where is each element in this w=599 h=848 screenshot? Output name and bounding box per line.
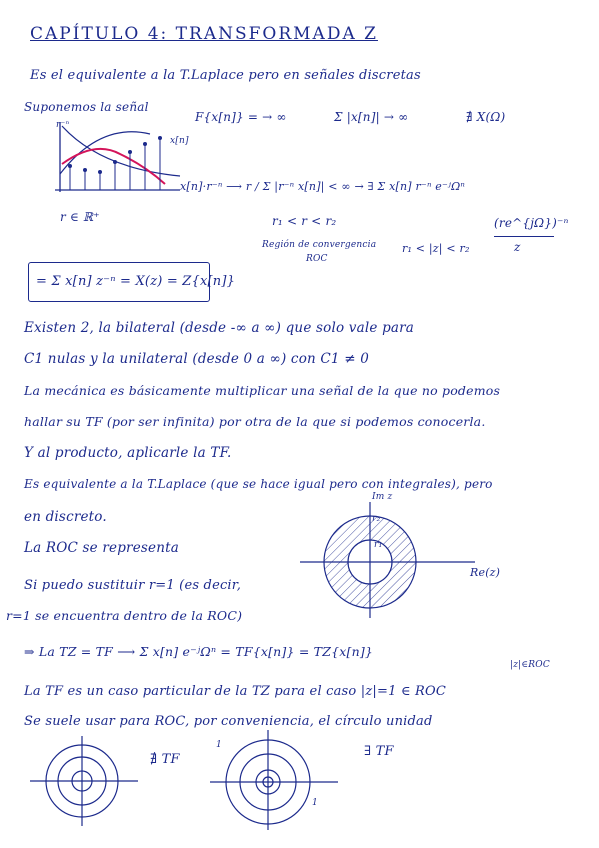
r2-label: r₂ xyxy=(372,514,381,524)
sum-diverges: Σ |x[n]| → ∞ xyxy=(334,110,409,124)
tf-exists-label: ∃ TF xyxy=(364,744,394,759)
text-line: Es equivalente a la T.Laplace (que se hace igual pero con integrales), pero xyxy=(24,477,493,491)
z-range: r₁ < |z| < r₂ xyxy=(402,242,470,255)
r-real-positive: r ∈ ℝ⁺ xyxy=(60,210,100,224)
tz-equals-tf: ⇒ La TZ = TF ⟶ Σ x[n] e⁻ʲΩⁿ = TF{x[n]} = TZ{x[n]} xyxy=(24,644,374,659)
no-tf-label: ∄ TF xyxy=(150,752,180,767)
fourier-diverges: F{x[n]} = → ∞ xyxy=(195,110,287,124)
intro-line: Es el equivalente a la T.Laplace pero en señales discretas xyxy=(30,68,421,83)
text-line: r=1 se encuentra dentro de la ROC) xyxy=(6,608,243,623)
text-line: La ROC se representa xyxy=(24,540,179,556)
text-line: hallar su TF (por ser infinita) por otra de la que si podemos conocerla. xyxy=(24,414,486,429)
im-z-label: Im z xyxy=(372,492,393,502)
roc-annulus-diagram xyxy=(300,500,500,620)
rn-label: r⁻ⁿ xyxy=(56,120,70,130)
text-line: en discreto. xyxy=(24,509,107,525)
roc-without-unit-circle xyxy=(30,736,140,826)
text-line: La mecánica es básicamente multiplicar una señal de la que no podemos xyxy=(24,383,501,398)
roc-caption-abbr: ROC xyxy=(306,254,328,264)
unit-marker: 1 xyxy=(216,740,222,750)
text-line: La TF es un caso particular de la TZ para el caso |z|=1 ∈ ROC xyxy=(24,684,447,699)
re-z-label: Re(z) xyxy=(470,566,501,579)
fraction-bar xyxy=(494,236,554,237)
z-transform-definition: = Σ x[n] z⁻ⁿ = X(z) = Z{x[n]} xyxy=(36,274,236,289)
text-line: Y al producto, aplicarle la TF. xyxy=(24,445,232,461)
unit-marker: 1 xyxy=(312,798,318,808)
text-line: C1 nulas y la unilateral (desde 0 a ∞) con C1 ≠ 0 xyxy=(24,351,370,367)
suppose-signal-label: Suponemos la señal xyxy=(24,100,149,114)
z-in-roc-subscript: |z|∈ROC xyxy=(510,660,550,670)
r1-label: r₁ xyxy=(374,540,383,550)
z-subst: (re^{jΩ})⁻ⁿ xyxy=(494,216,569,230)
text-line: Se suele usar para ROC, por conveniencia, el círculo unidad xyxy=(24,714,433,729)
no-fourier-transform: ∄ X(Ω) xyxy=(466,110,506,124)
text-line: Si puedo sustituir r=1 (es decir, xyxy=(24,578,242,593)
signal-sketch xyxy=(40,118,190,198)
text-line: Existen 2, la bilateral (desde -∞ a ∞) que solo vale para xyxy=(24,320,415,336)
page-title: CAPÍTULO 4: TRANSFORMADA Z xyxy=(30,24,378,44)
xn-label: x[n] xyxy=(170,136,189,146)
z-denominator: z xyxy=(514,240,521,254)
convergence-condition: x[n]·r⁻ⁿ ⟶ r / Σ |r⁻ⁿ x[n]| < ∞ → ∃ Σ x[n] r⁻ⁿ e⁻ʲΩⁿ xyxy=(180,180,466,193)
r-range: r₁ < r < r₂ xyxy=(272,214,337,228)
roc-with-unit-circle xyxy=(210,730,340,830)
roc-caption: Región de convergencia xyxy=(262,240,377,250)
